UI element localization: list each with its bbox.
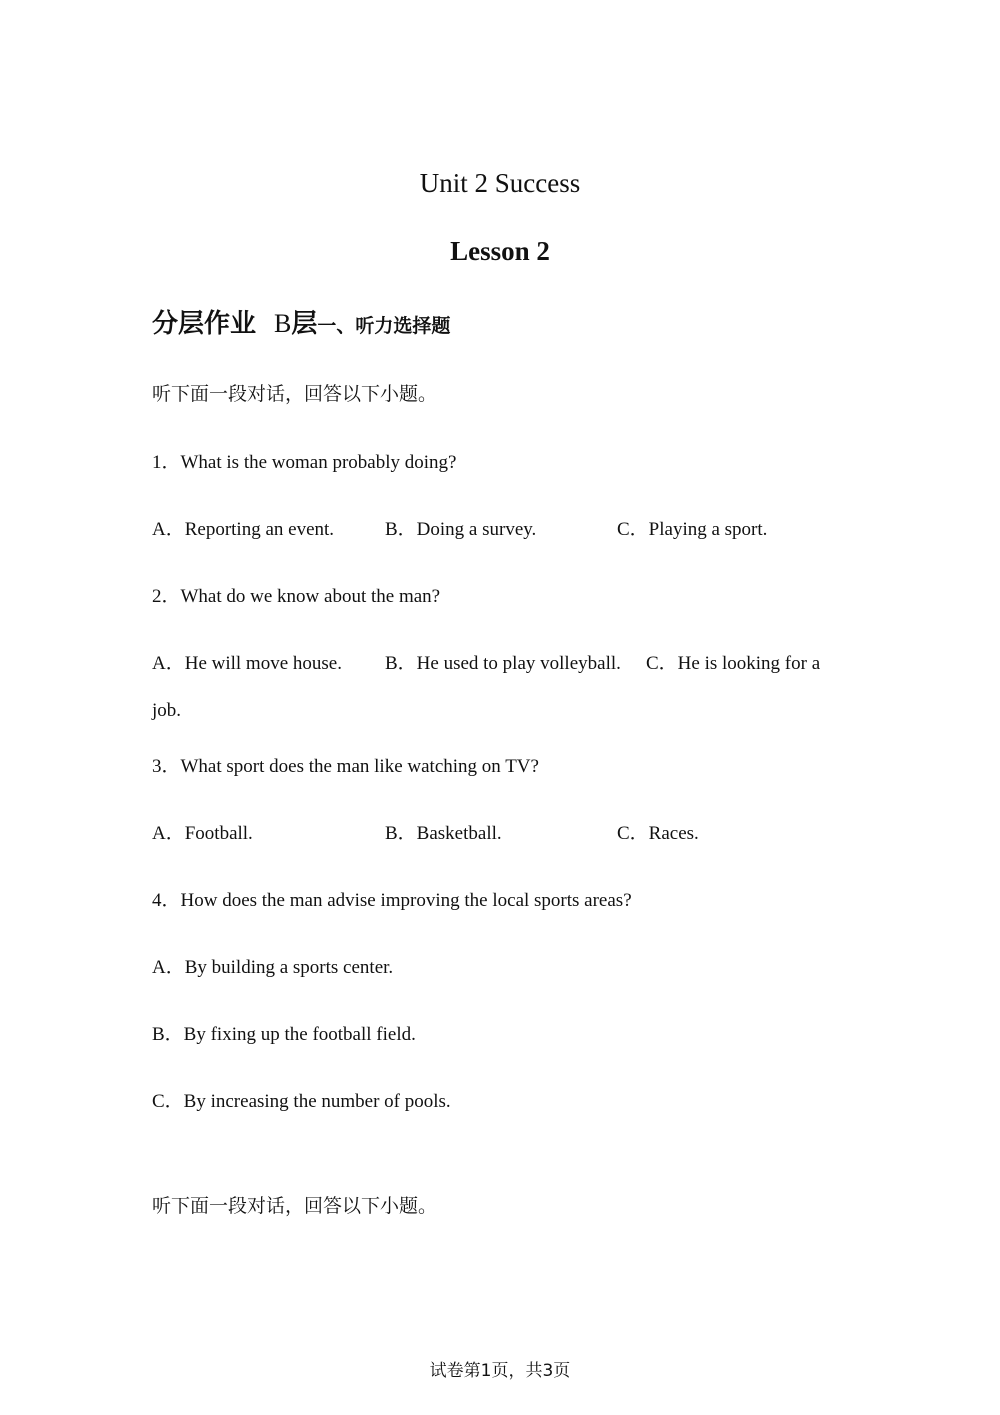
section-label: 分层作业 [152,309,257,339]
section-heading [152,303,450,340]
section-part: 一、听力选择题 [317,315,451,337]
q4-option-b: B．By fixing up the football field. [152,1024,416,1045]
q2-option-c: C．He is looking for a [646,653,821,674]
section-level-letter: B [274,309,292,338]
question-4: 4．How does the man advise improving the local sports areas? [152,890,632,911]
q2-option-a: A．He will move house. [152,653,342,674]
q2-option-b: B．He used to play volleyball. [385,653,621,674]
question-1: 1．What is the woman probably doing? [152,452,457,473]
q3-option-b: B．Basketball. [385,823,502,844]
q4-option-c: C．By increasing the number of pools. [152,1091,451,1112]
instruction-2: 听下面一段对话，回答以下小题。 [152,1195,438,1217]
q1-option-c: C．Playing a sport. [617,519,768,540]
page-footer: 试卷第1页，共3页 [429,1361,571,1381]
q1-option-b: B．Doing a survey. [385,519,537,540]
q4-option-a: A．By building a sports center. [152,957,394,978]
document-title: Unit 2 Success [419,168,581,198]
lesson-heading: Lesson 2 [450,236,550,266]
question-2: 2．What do we know about the man? [152,586,441,607]
q3-option-a: A．Football. [152,823,253,844]
instruction-1: 听下面一段对话，回答以下小题。 [152,383,438,405]
q2-option-c-wrap: job. [152,700,182,721]
q1-option-a: A．Reporting an event. [152,519,335,540]
section-level-char: 层 [291,309,318,339]
question-3: 3．What sport does the man like watching on TV? [152,756,539,777]
q3-option-c: C．Races. [617,823,699,844]
